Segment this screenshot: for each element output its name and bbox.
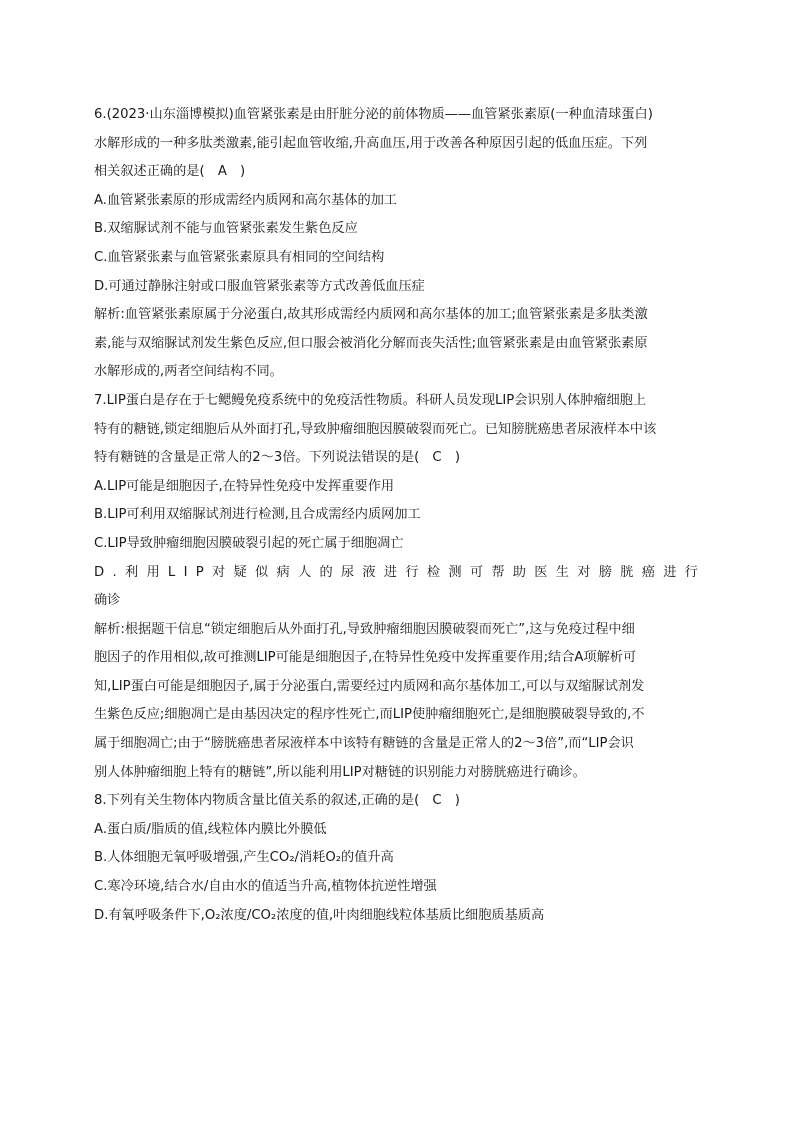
option-d-char: 可 bbox=[469, 564, 484, 580]
option-d-char: 医 bbox=[534, 564, 548, 580]
analysis-line: 解析:血管紧张素原属于分泌蛋白,故其形成需经内质网和高尔基体的加工;血管紧张素是多肽类激 bbox=[94, 307, 648, 323]
option-d-char: . bbox=[112, 564, 117, 580]
question-8 bbox=[94, 787, 706, 930]
option-b: B.LIP可利用双缩脲试剂进行检测,且合成需经内质网加工 bbox=[94, 507, 421, 523]
option-d: D.可通过静脉注射或口服血管紧张素等方式改善低血压症 bbox=[94, 278, 425, 294]
question-stem-line: 特有糖链的含量是正常人的2～3倍。下列说法错误的是( C ) bbox=[94, 450, 460, 466]
option-d-char: 对 bbox=[577, 564, 591, 580]
option-d-char: 检 bbox=[426, 564, 441, 580]
option-d-continuation: 确诊 bbox=[94, 593, 121, 609]
option-d-char: 对 bbox=[212, 564, 226, 580]
option-d-char: 利 bbox=[124, 564, 139, 580]
option-b: B.双缩脲试剂不能与血管紧张素发生紫色反应 bbox=[94, 221, 358, 237]
option-d-char: 胱 bbox=[620, 564, 634, 580]
analysis-line: 属于细胞凋亡;由于“膀胱癌患者尿液样本中该特有糖链的含量是正常人的2～3倍”,而“LIP会识 bbox=[94, 736, 634, 752]
option-c: C.寒冷环境,结合水/自由水的值适当升高,植物体抗逆性增强 bbox=[94, 879, 437, 895]
option-d-char: 人 bbox=[297, 564, 312, 580]
question-stem-line: 水解形成的一种多肽类激素,能引起血管收缩,升高血压,用于改善各种原因引起的低血压症。下列 bbox=[94, 135, 648, 151]
option-d-char: 似 bbox=[254, 564, 269, 580]
option-d-char: 尿 bbox=[340, 564, 355, 580]
option-a: A.LIP可能是细胞因子,在特异性免疫中发挥重要作用 bbox=[94, 478, 395, 494]
option-b: B.人体细胞无氧呼吸增强,产生CO₂/消耗O₂的值升高 bbox=[94, 850, 394, 866]
analysis-line: 水解形成的,两者空间结构不同。 bbox=[94, 364, 283, 380]
option-a: A.血管紧张素原的形成需经内质网和高尔基体的加工 bbox=[94, 192, 398, 208]
option-d-char: 进 bbox=[383, 564, 398, 580]
option-c: C.血管紧张素与血管紧张素原具有相同的空间结构 bbox=[94, 249, 385, 265]
option-d-char: 膀 bbox=[598, 564, 612, 580]
option-d bbox=[94, 559, 698, 588]
analysis-line: 生紫色反应;细胞凋亡是由基因决定的程序性死亡,而LIP使肿瘤细胞死亡,是细胞膜破裂导致的,不 bbox=[94, 707, 645, 723]
question-stem-line: 7.LIP蛋白是存在于七鳃鳗免疫系统中的免疫活性物质。科研人员发现LIP会识别人体肿瘤细胞上 bbox=[94, 392, 647, 408]
question-6 bbox=[94, 101, 706, 387]
option-d-char: 助 bbox=[512, 564, 526, 580]
analysis-line: 解析:根据题干信息“锁定细胞后从外面打孔,导致肿瘤细胞因膜破裂而死亡”,这与免疫过程中细 bbox=[94, 621, 635, 637]
option-d-char: 生 bbox=[555, 564, 569, 580]
option-d-char: P bbox=[195, 564, 204, 580]
analysis-line: 胞因子的作用相似,故可推测LIP可能是细胞因子,在特异性免疫中发挥重要作用;结合A项解析可 bbox=[94, 650, 637, 666]
document-page bbox=[94, 101, 706, 930]
option-d-char: D bbox=[94, 564, 105, 580]
option-d-char: 行 bbox=[405, 564, 419, 580]
option-d-char: 行 bbox=[684, 564, 698, 580]
option-d-char: 测 bbox=[448, 564, 462, 580]
option-d-char: 病 bbox=[276, 564, 290, 580]
question-stem-line: 特有的糖链,锁定细胞后从外面打孔,导致肿瘤细胞因膜破裂而死亡。已知膀胱癌患者尿液样本中该 bbox=[94, 421, 657, 437]
analysis-line: 别人体肿瘤细胞上特有的糖链”,所以能利用LIP对糖链的识别能力对膀胱癌进行确诊。 bbox=[94, 764, 586, 780]
analysis-line: 知,LIP蛋白可能是细胞因子,属于分泌蛋白,需要经过内质网和高尔基体加工,可以与双缩脲试剂发 bbox=[94, 678, 645, 694]
option-d-char: L bbox=[167, 564, 176, 580]
option-d-char: 的 bbox=[319, 564, 333, 580]
question-stem-line: 6.(2023·山东淄博模拟)血管紧张素是由肝脏分泌的前体物质——血管紧张素原(一种血清球蛋白) bbox=[94, 107, 653, 122]
option-d-char: 进 bbox=[663, 564, 677, 580]
analysis-line: 素,能与双缩脲试剂发生紫色反应,但口服会被消化分解而丧失活性;血管紧张素是由血管紧张素原 bbox=[94, 335, 648, 351]
option-d-char: 癌 bbox=[641, 564, 655, 580]
option-d-char: I bbox=[183, 564, 188, 580]
question-7 bbox=[94, 387, 706, 787]
option-d: D.有氧呼吸条件下,O₂浓度/CO₂浓度的值,叶肉细胞线粒体基质比细胞质基质高 bbox=[94, 907, 545, 923]
option-d-char: 用 bbox=[146, 564, 160, 580]
option-d-char: 液 bbox=[362, 564, 376, 580]
option-a: A.蛋白质/脂质的值,线粒体内膜比外膜低 bbox=[94, 821, 327, 837]
option-d-char: 疑 bbox=[233, 564, 247, 580]
question-stem-line: 8.下列有关生物体内物质含量比值关系的叙述,正确的是( C ) bbox=[94, 793, 460, 809]
question-stem-line: 相关叙述正确的是( A ) bbox=[94, 164, 246, 180]
option-d-char: 帮 bbox=[491, 564, 505, 580]
option-c: C.LIP导致肿瘤细胞因膜破裂引起的死亡属于细胞凋亡 bbox=[94, 535, 404, 551]
